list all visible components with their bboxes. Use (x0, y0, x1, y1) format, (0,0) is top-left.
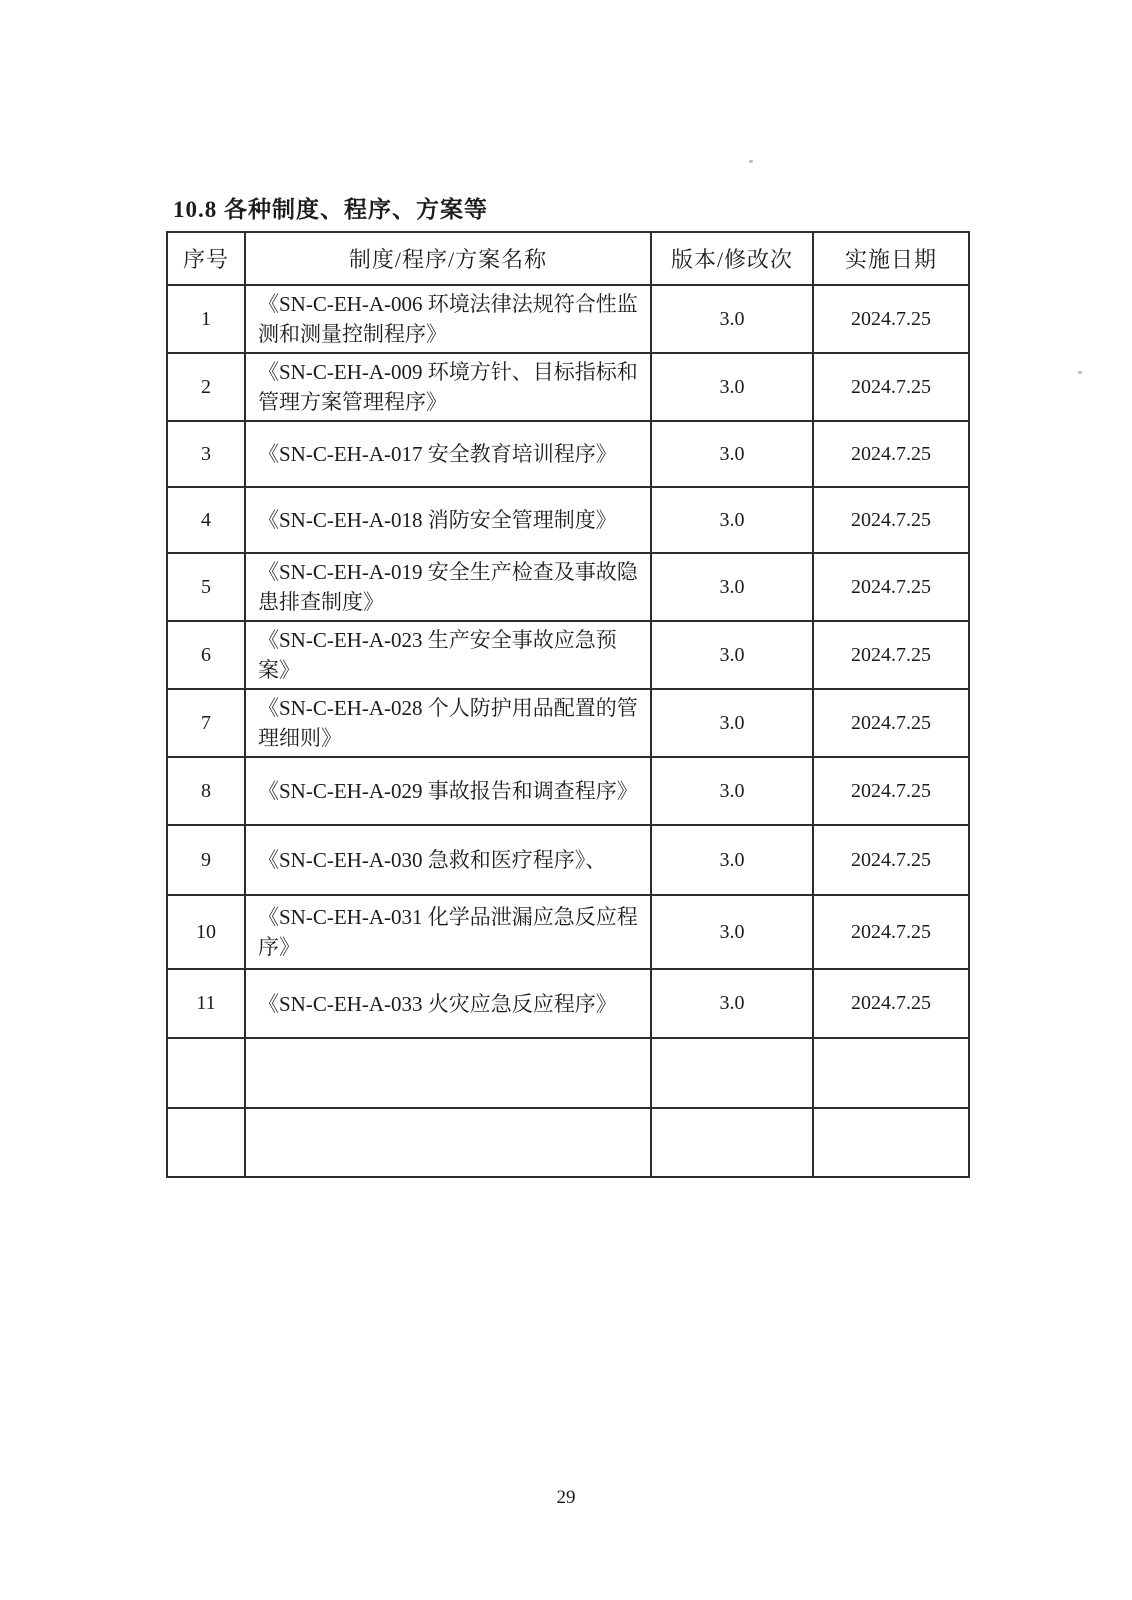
date-cell: 2024.7.25 (813, 621, 969, 689)
procedures-table (166, 231, 970, 1178)
date-cell: 2024.7.25 (813, 969, 969, 1038)
document-name-cell: 《SN-C-EH-A-023 生产安全事故应急预案》 (245, 621, 651, 689)
version-cell: 3.0 (651, 285, 813, 353)
table-row-empty (167, 1038, 969, 1108)
row-number-cell: 4 (167, 487, 245, 553)
date-cell (813, 1038, 969, 1108)
version-cell: 3.0 (651, 421, 813, 487)
date-cell: 2024.7.25 (813, 689, 969, 757)
version-cell: 3.0 (651, 757, 813, 825)
header-no: 序号 (167, 232, 245, 285)
table-row (167, 353, 969, 421)
row-number-cell (167, 1108, 245, 1177)
version-cell: 3.0 (651, 353, 813, 421)
date-cell: 2024.7.25 (813, 553, 969, 621)
scan-speck (1078, 371, 1082, 374)
version-cell: 3.0 (651, 621, 813, 689)
table-row (167, 895, 969, 969)
date-cell: 2024.7.25 (813, 757, 969, 825)
header-name: 制度/程序/方案名称 (245, 232, 651, 285)
row-number-cell: 3 (167, 421, 245, 487)
date-cell (813, 1108, 969, 1177)
date-cell: 2024.7.25 (813, 895, 969, 969)
table-header-row (167, 232, 969, 285)
row-number-cell: 10 (167, 895, 245, 969)
table-row (167, 689, 969, 757)
version-cell (651, 1038, 813, 1108)
document-name-cell: 《SN-C-EH-A-006 环境法律法规符合性监测和测量控制程序》 (245, 285, 651, 353)
row-number-cell: 2 (167, 353, 245, 421)
version-cell: 3.0 (651, 969, 813, 1038)
date-cell: 2024.7.25 (813, 285, 969, 353)
table-row (167, 757, 969, 825)
row-number-cell: 5 (167, 553, 245, 621)
document-name-cell (245, 1108, 651, 1177)
version-cell: 3.0 (651, 825, 813, 895)
document-name-cell: 《SN-C-EH-A-030 急救和医疗程序》、 (245, 825, 651, 895)
row-number-cell: 7 (167, 689, 245, 757)
table-row (167, 285, 969, 353)
header-version: 版本/修改次 (651, 232, 813, 285)
version-cell (651, 1108, 813, 1177)
date-cell: 2024.7.25 (813, 353, 969, 421)
document-name-cell: 《SN-C-EH-A-009 环境方针、目标指标和管理方案管理程序》 (245, 353, 651, 421)
document-name-cell: 《SN-C-EH-A-028 个人防护用品配置的管理细则》 (245, 689, 651, 757)
section-title: 10.8 各种制度、程序、方案等 (173, 197, 488, 222)
document-name-cell: 《SN-C-EH-A-017 安全教育培训程序》 (245, 421, 651, 487)
row-number-cell (167, 1038, 245, 1108)
table-row (167, 621, 969, 689)
document-name-cell: 《SN-C-EH-A-018 消防安全管理制度》 (245, 487, 651, 553)
table-row (167, 825, 969, 895)
version-cell: 3.0 (651, 689, 813, 757)
table-row (167, 553, 969, 621)
document-name-cell (245, 1038, 651, 1108)
row-number-cell: 6 (167, 621, 245, 689)
row-number-cell: 8 (167, 757, 245, 825)
row-number-cell: 1 (167, 285, 245, 353)
date-cell: 2024.7.25 (813, 825, 969, 895)
version-cell: 3.0 (651, 895, 813, 969)
version-cell: 3.0 (651, 553, 813, 621)
date-cell: 2024.7.25 (813, 487, 969, 553)
table-row (167, 969, 969, 1038)
table-row (167, 421, 969, 487)
table-row (167, 487, 969, 553)
document-name-cell: 《SN-C-EH-A-033 火灾应急反应程序》 (245, 969, 651, 1038)
date-cell: 2024.7.25 (813, 421, 969, 487)
table-row-empty (167, 1108, 969, 1177)
document-name-cell: 《SN-C-EH-A-029 事故报告和调查程序》 (245, 757, 651, 825)
row-number-cell: 9 (167, 825, 245, 895)
document-name-cell: 《SN-C-EH-A-019 安全生产检查及事故隐患排查制度》 (245, 553, 651, 621)
row-number-cell: 11 (167, 969, 245, 1038)
document-name-cell: 《SN-C-EH-A-031 化学品泄漏应急反应程序》 (245, 895, 651, 969)
header-date: 实施日期 (813, 232, 969, 285)
version-cell: 3.0 (651, 487, 813, 553)
scan-speck (749, 160, 753, 163)
page-number: 29 (556, 1487, 576, 1508)
